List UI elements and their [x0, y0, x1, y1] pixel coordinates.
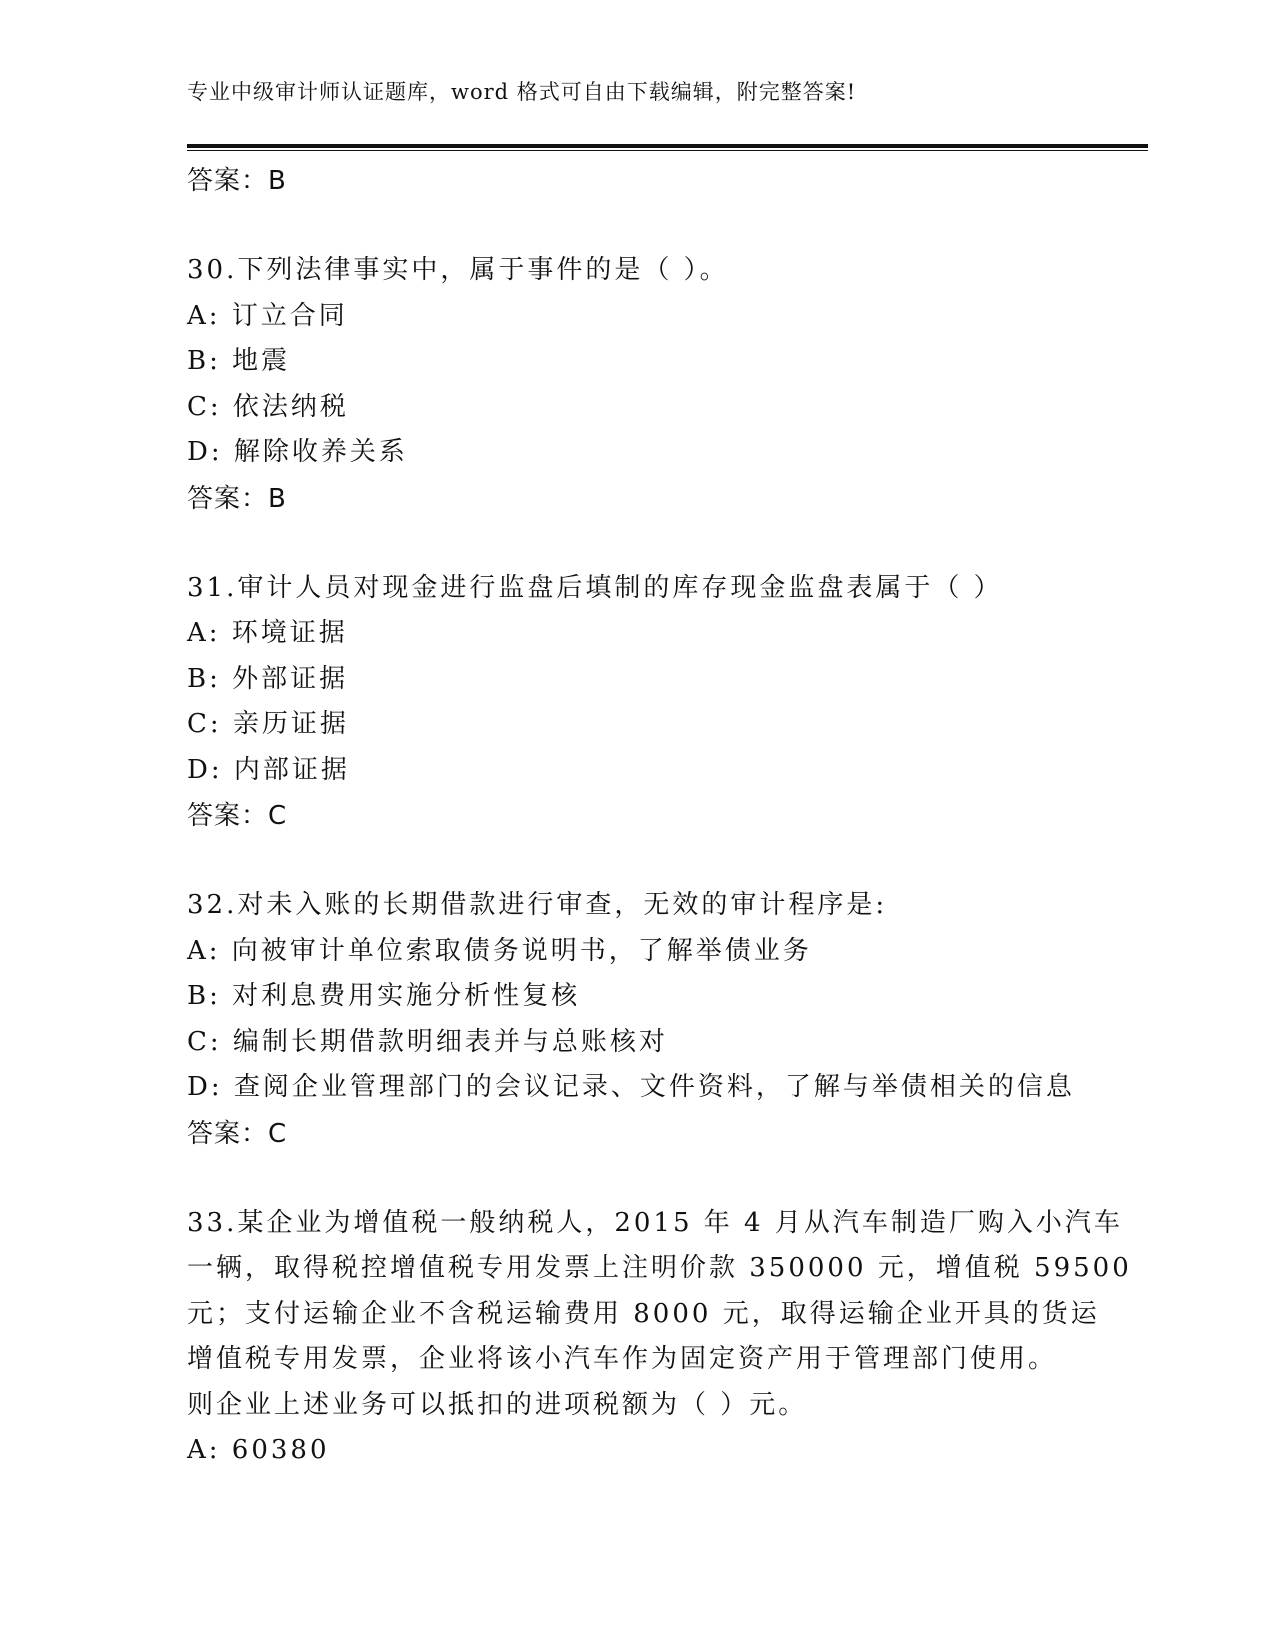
header-rule-thin [187, 150, 1148, 151]
answer-line: 答案：C [187, 1118, 288, 1149]
question-stem: 32.对未入账的长期借款进行审查，无效的审计程序是: [187, 890, 888, 920]
question-stem: 31.审计人员对现金进行监盘后填制的库存现金监盘表属于（ ） [187, 572, 1003, 603]
option-a: A: 60380 [187, 1435, 330, 1465]
option-c: C: 编制长期借款明细表并与总账核对 [187, 1026, 668, 1057]
answer-line: 答案：B [187, 166, 287, 196]
answer-line: 答案：B [187, 483, 287, 514]
option-d: D: 内部证据 [187, 754, 350, 785]
option-b: B: 外部证据 [187, 663, 349, 694]
option-b: B: 地震 [187, 346, 291, 376]
option-d: D: 查阅企业管理部门的会议记录、文件资料，了解与举债相关的信息 [187, 1072, 1075, 1102]
question-stem-line: 一辆，取得税控增值税专用发票上注明价款 350000 元，增值税 59500 [187, 1253, 1132, 1283]
answer-line: 答案：C [187, 801, 288, 831]
option-a: A: 环境证据 [187, 618, 348, 648]
question-32 [187, 883, 1087, 1157]
option-a: A: 订立合同 [187, 300, 348, 331]
option-c: C: 亲历证据 [187, 709, 349, 739]
question-31 [187, 566, 1087, 840]
question-30 [187, 248, 1087, 522]
question-stem-line: 则企业上述业务可以抵扣的进项税额为（ ）元。 [187, 1389, 808, 1420]
option-c: C: 依法纳税 [187, 391, 349, 422]
option-b: B: 对利息费用实施分析性复核 [187, 981, 581, 1011]
question-stem-line: 增值税专用发票，企业将该小汽车作为固定资产用于管理部门使用。 [187, 1344, 1058, 1374]
page-header: 专业中级审计师认证题库，word 格式可自由下载编辑，附完整答案! [187, 80, 857, 104]
question-stem-line: 元；支付运输企业不含税运输费用 8000 元，取得运输企业开具的货运 [187, 1298, 1100, 1329]
document-body [187, 158, 1132, 1474]
question-33 [187, 1201, 1132, 1474]
question-stem: 30.下列法律事实中，属于事件的是（ ）。 [187, 255, 729, 285]
header-rule-thick [187, 144, 1148, 148]
option-a: A: 向被审计单位索取债务说明书，了解举债业务 [187, 935, 812, 966]
option-d: D: 解除收养关系 [187, 437, 408, 467]
question-stem-line: 33.某企业为增值税一般纳税人，2015 年 4 月从汽车制造厂购入小汽车 [187, 1207, 1123, 1238]
